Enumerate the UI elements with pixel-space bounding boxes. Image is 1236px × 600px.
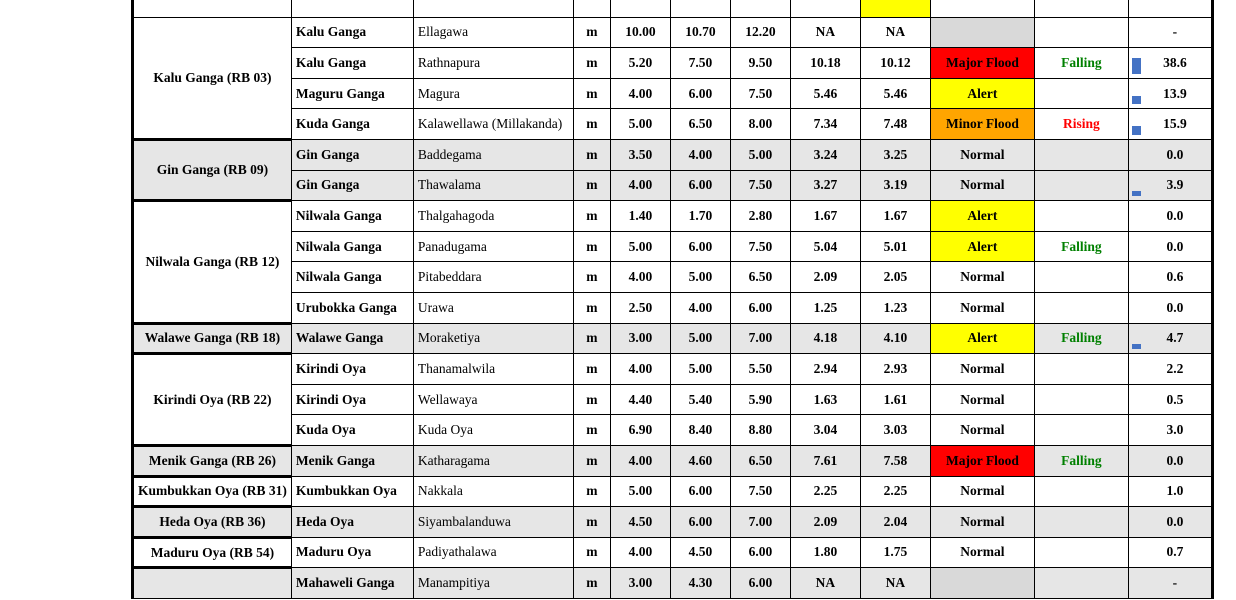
rainfall-cell <box>1128 78 1212 109</box>
current-level-cell: 7.58 <box>860 445 930 476</box>
rainfall-cell <box>1128 231 1212 262</box>
previous-level-cell: 1.80 <box>790 537 860 568</box>
status-badge: Normal <box>930 262 1034 293</box>
table-row <box>133 48 1213 79</box>
rainfall-cell <box>1034 0 1128 17</box>
station-name-cell: Siyambalanduwa <box>413 507 573 538</box>
trend-cell <box>1034 262 1128 293</box>
unit-cell: m <box>573 323 610 354</box>
current-level-cell: 1.75 <box>860 537 930 568</box>
status-badge: Normal <box>930 170 1034 201</box>
minor-flood-level-cell: 4.00 <box>670 139 730 170</box>
previous-level-cell: 3.27 <box>790 170 860 201</box>
minor-flood-level-cell: 4.00 <box>670 292 730 323</box>
unit-cell: m <box>573 568 610 599</box>
station-name-cell: Nakkala <box>413 476 573 507</box>
alert-level-cell: 4.40 <box>610 384 670 415</box>
major-flood-level-cell: 5.00 <box>730 139 790 170</box>
unit-cell: m <box>573 445 610 476</box>
river-name-cell: Kuda Oya <box>291 415 413 446</box>
rainfall-value: 13.9 <box>1163 85 1187 101</box>
rainfall-cell <box>1128 415 1212 446</box>
table-row <box>133 262 1213 293</box>
unit-cell: m <box>573 78 610 109</box>
basin-cell: Maduru Oya (RB 54) <box>133 537 292 568</box>
rainfall-value: 0.6 <box>1166 269 1184 285</box>
river-name-cell: Walawe Ganga <box>291 323 413 354</box>
table-row <box>133 109 1213 140</box>
previous-level-cell: 5.46 <box>790 78 860 109</box>
trend-cell <box>1034 139 1128 170</box>
status-badge <box>930 568 1034 599</box>
unit-cell: m <box>573 201 610 232</box>
major-flood-level-cell: 6.50 <box>730 445 790 476</box>
unit-cell <box>413 0 573 17</box>
previous-level-cell: 5.04 <box>790 231 860 262</box>
major-flood-level-cell: 5.50 <box>730 354 790 385</box>
status-badge: Normal <box>930 139 1034 170</box>
basin-cell: Nilwala Ganga (RB 12) <box>133 201 292 323</box>
major-flood-level-cell: 8.80 <box>730 415 790 446</box>
table-row <box>133 384 1213 415</box>
river-name-cell: Kalu Ganga <box>291 17 413 48</box>
alert-level-cell: 3.00 <box>610 323 670 354</box>
alert-level-cell: 10.00 <box>610 17 670 48</box>
river-name-cell: Nilwala Ganga <box>291 231 413 262</box>
rainfall-bar <box>1132 96 1141 104</box>
river-name-cell <box>133 0 292 17</box>
rainfall-cell <box>1128 568 1212 599</box>
rainfall-value: 0.0 <box>1166 146 1184 162</box>
table-row <box>133 201 1213 232</box>
river-name-cell: Maguru Ganga <box>291 78 413 109</box>
station-name-cell: Padiyathalawa <box>413 537 573 568</box>
station-name-cell: Thawalama <box>413 170 573 201</box>
trend-cell: Falling <box>1034 323 1128 354</box>
river-name-cell: Gin Ganga <box>291 139 413 170</box>
previous-level-cell: 7.61 <box>790 445 860 476</box>
major-flood-level-cell: 8.00 <box>730 109 790 140</box>
trend-cell <box>1034 568 1128 599</box>
rainfall-bar <box>1132 58 1141 74</box>
status-badge: Normal <box>930 476 1034 507</box>
rainfall-cell <box>1128 537 1212 568</box>
rainfall-cell <box>1128 445 1212 476</box>
rainfall-value: 0.0 <box>1166 299 1184 315</box>
river-name-cell: Kirindi Oya <box>291 354 413 385</box>
minor-flood-level-cell: 5.00 <box>670 323 730 354</box>
previous-level-cell <box>730 0 790 17</box>
alert-level-cell: 4.00 <box>610 537 670 568</box>
major-flood-level-cell: 7.50 <box>730 476 790 507</box>
status-badge: Alert <box>930 78 1034 109</box>
station-name-cell: Ellagawa <box>413 17 573 48</box>
current-level-cell: 5.46 <box>860 78 930 109</box>
current-level-cell: 1.23 <box>860 292 930 323</box>
unit-cell: m <box>573 48 610 79</box>
unit-cell: m <box>573 109 610 140</box>
rainfall-value: 2.2 <box>1166 360 1184 376</box>
rainfall-cell <box>1128 476 1212 507</box>
rainfall-value: 0.0 <box>1166 238 1184 254</box>
status-badge: Alert <box>930 323 1034 354</box>
river-name-cell: Nilwala Ganga <box>291 262 413 293</box>
alert-level-cell: 3.50 <box>610 139 670 170</box>
current-level-cell: NA <box>860 17 930 48</box>
major-flood-level-cell: 6.00 <box>730 568 790 599</box>
rainfall-bar <box>1132 126 1141 135</box>
minor-flood-level-cell: 6.00 <box>670 507 730 538</box>
current-level-cell: 3.19 <box>860 170 930 201</box>
alert-level-cell: 4.50 <box>610 507 670 538</box>
station-name-cell: Kalawellawa (Millakanda) <box>413 109 573 140</box>
previous-level-cell: 1.63 <box>790 384 860 415</box>
rainfall-value: 38.6 <box>1163 54 1187 70</box>
minor-flood-level-cell: 6.00 <box>670 476 730 507</box>
station-name-cell: Magura <box>413 78 573 109</box>
rainfall-value: 0.5 <box>1166 391 1184 407</box>
basin-cell: Heda Oya (RB 36) <box>133 507 292 538</box>
rainfall-cell <box>1128 323 1212 354</box>
current-level-cell: 2.93 <box>860 354 930 385</box>
alert-level-cell: 4.00 <box>610 445 670 476</box>
station-name-cell: Panadugama <box>413 231 573 262</box>
major-flood-level-cell: 7.50 <box>730 231 790 262</box>
major-flood-level-cell: 7.50 <box>730 78 790 109</box>
rainfall-value: 4.7 <box>1166 330 1184 346</box>
alert-level-cell: 4.00 <box>610 354 670 385</box>
previous-level-cell: 3.04 <box>790 415 860 446</box>
trend-cell: Rising <box>1034 109 1128 140</box>
basin-cell: Kirindi Oya (RB 22) <box>133 354 292 446</box>
trend-cell <box>1034 170 1128 201</box>
trend-cell <box>1034 354 1128 385</box>
rainfall-cell <box>1128 384 1212 415</box>
current-level-cell: 1.67 <box>860 201 930 232</box>
minor-flood-level-cell: 6.00 <box>670 231 730 262</box>
alert-level-cell: 5.20 <box>610 48 670 79</box>
minor-flood-level-cell: 4.50 <box>670 537 730 568</box>
table-row <box>133 537 1213 568</box>
minor-flood-level-cell: 6.00 <box>670 78 730 109</box>
rainfall-value: - <box>1172 575 1178 591</box>
station-name-cell: Moraketiya <box>413 323 573 354</box>
unit-cell: m <box>573 537 610 568</box>
minor-flood-level-cell <box>610 0 670 17</box>
minor-flood-level-cell: 8.40 <box>670 415 730 446</box>
status-badge: Minor Flood <box>930 109 1034 140</box>
alert-level-cell: 5.00 <box>610 231 670 262</box>
station-name-cell <box>291 0 413 17</box>
basin-cell: Walawe Ganga (RB 18) <box>133 323 292 354</box>
major-flood-level-cell <box>670 0 730 17</box>
rainfall-value: 1.0 <box>1166 483 1184 499</box>
current-level-cell: NA <box>860 568 930 599</box>
trend-cell: Falling <box>1034 231 1128 262</box>
alert-level-cell: 6.90 <box>610 415 670 446</box>
current-level-cell: 4.10 <box>860 323 930 354</box>
unit-cell: m <box>573 17 610 48</box>
river-name-cell: Urubokka Ganga <box>291 292 413 323</box>
river-name-cell: Heda Oya <box>291 507 413 538</box>
table-row <box>133 323 1213 354</box>
alert-level-cell: 1.40 <box>610 201 670 232</box>
status-badge: Normal <box>930 354 1034 385</box>
rainfall-cell <box>1128 48 1212 79</box>
basin-cell: Kumbukkan Oya (RB 31) <box>133 476 292 507</box>
previous-level-cell: 1.67 <box>790 201 860 232</box>
trend-cell <box>930 0 1034 17</box>
table-row <box>133 17 1213 48</box>
previous-level-cell: 10.18 <box>790 48 860 79</box>
minor-flood-level-cell: 4.30 <box>670 568 730 599</box>
minor-flood-level-cell: 6.00 <box>670 170 730 201</box>
rainfall-cell <box>1128 139 1212 170</box>
table-row <box>133 415 1213 446</box>
major-flood-level-cell: 7.00 <box>730 323 790 354</box>
table-row <box>133 78 1213 109</box>
status-badge: Major Flood <box>930 445 1034 476</box>
rainfall-cell <box>1128 262 1212 293</box>
unit-cell: m <box>573 292 610 323</box>
basin-cell <box>133 568 292 599</box>
trend-cell <box>1034 415 1128 446</box>
table-row <box>133 568 1213 599</box>
unit-cell: m <box>573 262 610 293</box>
status-badge: Normal <box>930 292 1034 323</box>
major-flood-level-cell: 7.50 <box>730 170 790 201</box>
trend-cell: Falling <box>1034 48 1128 79</box>
major-flood-level-cell: 7.00 <box>730 507 790 538</box>
river-name-cell: Gin Ganga <box>291 170 413 201</box>
unit-cell: m <box>573 139 610 170</box>
current-level-cell: 2.05 <box>860 262 930 293</box>
status-badge: Alert <box>930 231 1034 262</box>
table-body <box>133 0 1213 598</box>
rainfall-cell <box>1128 170 1212 201</box>
basin-cell: Kalu Ganga (RB 03) <box>133 17 292 139</box>
station-name-cell: Rathnapura <box>413 48 573 79</box>
station-name-cell: Wellawaya <box>413 384 573 415</box>
alert-level-cell: 5.00 <box>610 476 670 507</box>
alert-level-cell: 4.00 <box>610 170 670 201</box>
status-badge: Normal <box>930 507 1034 538</box>
trend-cell <box>1034 78 1128 109</box>
previous-level-cell: 2.09 <box>790 262 860 293</box>
alert-level-cell: 4.00 <box>610 262 670 293</box>
river-name-cell: Kumbukkan Oya <box>291 476 413 507</box>
current-level-cell: 10.12 <box>860 48 930 79</box>
table-row <box>133 354 1213 385</box>
major-flood-level-cell: 6.00 <box>730 292 790 323</box>
rainfall-cell <box>1128 292 1212 323</box>
river-name-cell: Mahaweli Ganga <box>291 568 413 599</box>
previous-level-cell: NA <box>790 568 860 599</box>
table-row <box>133 476 1213 507</box>
unit-cell: m <box>573 507 610 538</box>
basin-cell: Gin Ganga (RB 09) <box>133 139 292 200</box>
river-name-cell: Menik Ganga <box>291 445 413 476</box>
table-row <box>133 292 1213 323</box>
river-name-cell: Nilwala Ganga <box>291 201 413 232</box>
unit-cell: m <box>573 476 610 507</box>
trend-cell <box>1034 201 1128 232</box>
basin-cell: Menik Ganga (RB 26) <box>133 445 292 476</box>
river-name-cell: Maduru Oya <box>291 537 413 568</box>
status-badge: Normal <box>930 537 1034 568</box>
trend-cell: Falling <box>1034 445 1128 476</box>
previous-level-cell: 2.94 <box>790 354 860 385</box>
rainfall-value: 0.0 <box>1166 452 1184 468</box>
status-badge: Normal <box>930 415 1034 446</box>
alert-level-cell: 2.50 <box>610 292 670 323</box>
table-row <box>133 0 1213 17</box>
rainfall-value: 3.0 <box>1166 422 1184 438</box>
station-name-cell: Baddegama <box>413 139 573 170</box>
current-level-cell: 1.61 <box>860 384 930 415</box>
major-flood-level-cell: 5.90 <box>730 384 790 415</box>
previous-level-cell: 2.25 <box>790 476 860 507</box>
unit-cell: m <box>573 231 610 262</box>
rainfall-value: 0.0 <box>1166 207 1184 223</box>
minor-flood-level-cell: 1.70 <box>670 201 730 232</box>
trend-cell <box>1034 476 1128 507</box>
current-level-cell <box>790 0 860 17</box>
trend-cell <box>1034 507 1128 538</box>
unit-cell: m <box>573 354 610 385</box>
rainfall-cell <box>1128 201 1212 232</box>
rainfall-cell <box>1128 17 1212 48</box>
alert-level-cell: 3.00 <box>610 568 670 599</box>
rainfall-cell <box>1128 109 1212 140</box>
trend-cell <box>1034 17 1128 48</box>
major-flood-level-cell: 12.20 <box>730 17 790 48</box>
trend-cell <box>1034 537 1128 568</box>
trend-cell <box>1034 292 1128 323</box>
rainfall-bar <box>1132 344 1141 349</box>
trend-cell <box>1034 384 1128 415</box>
rainfall-value: - <box>1172 24 1178 40</box>
minor-flood-level-cell: 5.00 <box>670 354 730 385</box>
station-name-cell: Katharagama <box>413 445 573 476</box>
current-level-cell: 2.25 <box>860 476 930 507</box>
table-row <box>133 445 1213 476</box>
alert-level-cell <box>573 0 610 17</box>
status-badge <box>860 0 930 17</box>
rainfall-cell <box>1128 354 1212 385</box>
unit-cell: m <box>573 170 610 201</box>
minor-flood-level-cell: 6.50 <box>670 109 730 140</box>
previous-level-cell: 7.34 <box>790 109 860 140</box>
river-name-cell: Kalu Ganga <box>291 48 413 79</box>
major-flood-level-cell: 6.50 <box>730 262 790 293</box>
status-badge <box>930 17 1034 48</box>
station-name-cell: Pitabeddara <box>413 262 573 293</box>
river-name-cell: Kuda Ganga <box>291 109 413 140</box>
table-row <box>133 139 1213 170</box>
rainfall-cell <box>1128 507 1212 538</box>
alert-level-cell: 5.00 <box>610 109 670 140</box>
previous-level-cell: NA <box>790 17 860 48</box>
current-level-cell: 3.03 <box>860 415 930 446</box>
table-row <box>133 231 1213 262</box>
table-row <box>133 170 1213 201</box>
table-row <box>133 507 1213 538</box>
major-flood-level-cell: 9.50 <box>730 48 790 79</box>
minor-flood-level-cell: 4.60 <box>670 445 730 476</box>
minor-flood-level-cell: 10.70 <box>670 17 730 48</box>
major-flood-level-cell: 2.80 <box>730 201 790 232</box>
major-flood-level-cell: 6.00 <box>730 537 790 568</box>
rainfall-value: 0.7 <box>1166 544 1184 560</box>
unit-cell: m <box>573 415 610 446</box>
station-name-cell: Urawa <box>413 292 573 323</box>
rainfall-bar <box>1132 191 1141 196</box>
status-badge: Normal <box>930 384 1034 415</box>
previous-level-cell: 4.18 <box>790 323 860 354</box>
current-level-cell: 7.48 <box>860 109 930 140</box>
current-level-cell: 2.04 <box>860 507 930 538</box>
rainfall-value: 3.9 <box>1166 177 1184 193</box>
river-name-cell: Kirindi Oya <box>291 384 413 415</box>
river-level-table <box>131 0 1214 599</box>
status-badge: Alert <box>930 201 1034 232</box>
minor-flood-level-cell: 7.50 <box>670 48 730 79</box>
rainfall-value: 15.9 <box>1163 116 1187 132</box>
unit-cell: m <box>573 384 610 415</box>
status-badge: Major Flood <box>930 48 1034 79</box>
station-name-cell: Thalgahagoda <box>413 201 573 232</box>
previous-level-cell: 2.09 <box>790 507 860 538</box>
current-level-cell: 5.01 <box>860 231 930 262</box>
minor-flood-level-cell: 5.00 <box>670 262 730 293</box>
station-name-cell: Thanamalwila <box>413 354 573 385</box>
previous-level-cell: 3.24 <box>790 139 860 170</box>
minor-flood-level-cell: 5.40 <box>670 384 730 415</box>
station-name-cell: Kuda Oya <box>413 415 573 446</box>
previous-level-cell: 1.25 <box>790 292 860 323</box>
rainfall-value: 0.0 <box>1166 513 1184 529</box>
current-level-cell: 3.25 <box>860 139 930 170</box>
alert-level-cell: 4.00 <box>610 78 670 109</box>
station-name-cell: Manampitiya <box>413 568 573 599</box>
